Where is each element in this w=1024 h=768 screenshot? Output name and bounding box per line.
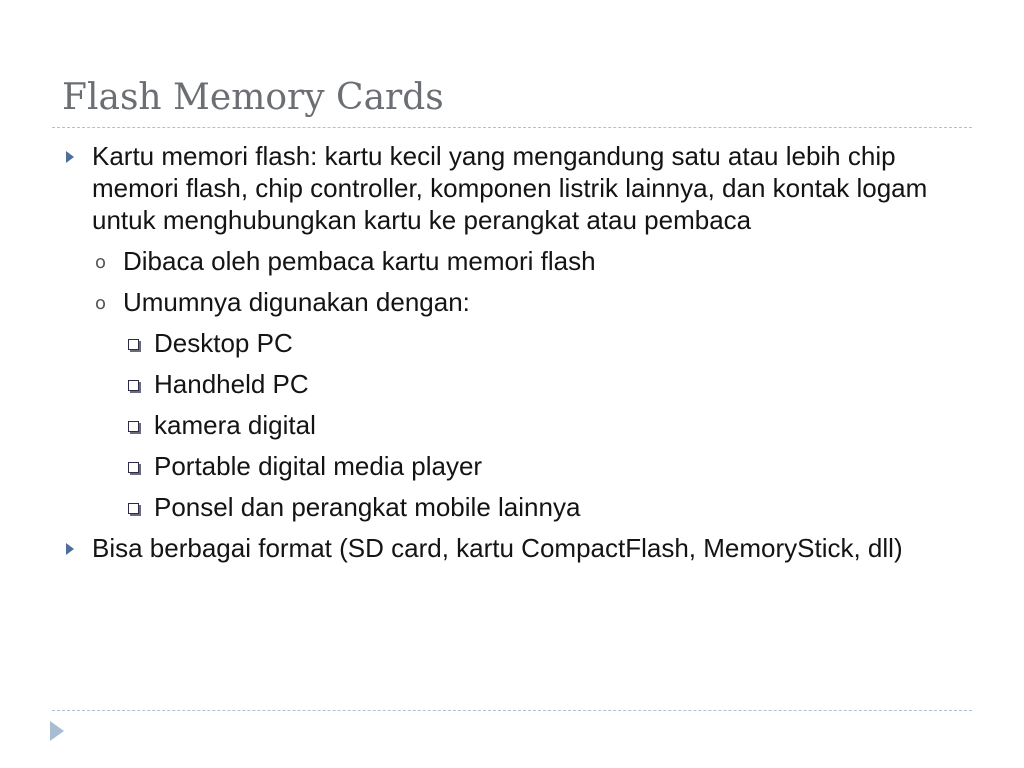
sub-sub-bullet-text: Desktop PC: [154, 328, 293, 358]
triangle-right-icon: [66, 151, 74, 163]
checkbox-square-icon: [128, 339, 139, 350]
bullet-item: [58, 140, 938, 236]
footer-divider: [52, 710, 972, 711]
title-divider: [52, 127, 972, 128]
next-slide-arrow-icon[interactable]: [50, 721, 64, 741]
bullet-text: Bisa berbagai format (SD card, kartu CompactFlash, MemoryStick, dll): [92, 533, 903, 563]
bullet-text: Kartu memori flash: kartu kecil yang mengandung satu atau lebih chip memori flash, chip controller, komponen listrik lainnya, dan kontak logam untuk menghubungkan kartu ke perangkat atau pembaca: [92, 141, 928, 235]
sub-sub-bullet-text: kamera digital: [154, 410, 316, 440]
circle-outline-icon: o: [95, 293, 107, 314]
sub-bullet-text: Dibaca oleh pembaca kartu memori flash: [123, 246, 596, 276]
sub-sub-bullet-item: [58, 368, 938, 400]
bullet-item: [58, 532, 938, 564]
slide-title: Flash Memory Cards: [62, 77, 444, 118]
sub-bullet-item: [58, 286, 938, 318]
checkbox-square-icon: [128, 462, 139, 473]
sub-bullet-text: Umumnya digunakan dengan:: [123, 287, 470, 317]
triangle-right-icon: [66, 543, 74, 555]
bullet-list: [58, 140, 938, 564]
sub-sub-bullet-item: [58, 491, 938, 523]
checkbox-square-icon: [128, 421, 139, 432]
sub-sub-bullet-text: Portable digital media player: [154, 451, 483, 481]
sub-sub-bullet-text: Handheld PC: [154, 369, 309, 399]
circle-outline-icon: o: [95, 252, 107, 273]
sub-bullet-item: [58, 245, 938, 277]
sub-sub-bullet-item: [58, 450, 938, 482]
sub-sub-bullet-item: [58, 327, 938, 359]
sub-sub-bullet-item: [58, 409, 938, 441]
checkbox-square-icon: [128, 380, 139, 391]
sub-sub-bullet-text: Ponsel dan perangkat mobile lainnya: [154, 492, 581, 522]
checkbox-square-icon: [128, 503, 139, 514]
